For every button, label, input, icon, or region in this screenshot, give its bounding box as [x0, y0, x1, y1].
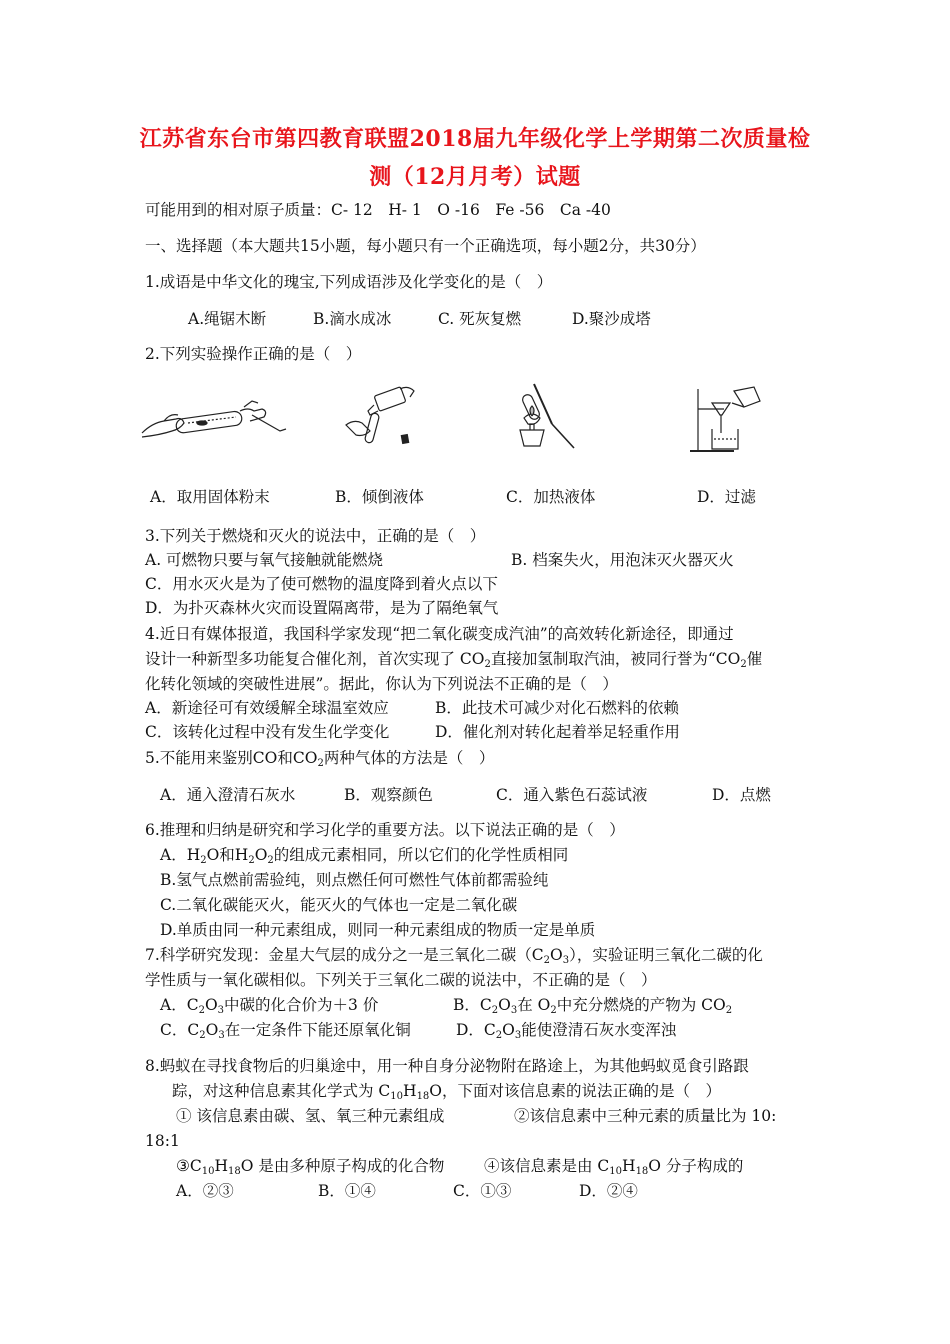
question-8-line1: 8.蚂蚁在寻找食物后的归巢途中，用一种自身分泌物附在路途上，为其他蚂蚁觅食引路跟	[145, 1057, 749, 1075]
q6-option-c: C.二氧化碳能灭火，能灭火的气体也一定是二氧化碳	[160, 896, 518, 914]
q7-text: 中充分燃烧的产物为 CO	[556, 996, 726, 1014]
q4-option-b: B．此技术可减少对化石燃料的依赖	[435, 699, 679, 717]
question-7-line2: 学性质与一氧化碳相似。下列关于三氧化二碳的说法中，不正确的是（ ）	[145, 971, 657, 989]
q5-option-b: B．观察颜色	[344, 786, 433, 804]
q4-text: 催	[746, 650, 763, 668]
q8-text: ④该信息素是由 C	[484, 1157, 610, 1175]
q7-text: A．C	[160, 996, 199, 1014]
subscript: 3	[217, 1005, 225, 1016]
question-5-stem	[145, 748, 494, 768]
subscript: 10	[609, 1166, 623, 1177]
q4-option-d: D．催化剂对转化起着举足轻重作用	[435, 723, 680, 741]
q2-option-c: C．加热液体	[506, 488, 596, 506]
q7-text: O	[205, 1021, 219, 1039]
subscript: 2	[491, 1005, 499, 1016]
subscript: 18	[416, 1091, 430, 1102]
q8-option-c: C．①③	[453, 1182, 512, 1200]
question-4-line1: 4.近日有媒体报道，我国科学家发现“把二氧化碳变成汽油”的高效转化新途径，即通过	[145, 625, 734, 643]
q6-text: O和H	[206, 846, 249, 864]
q4-text: 设计一种新型多功能复合催化剂，首次实现了 CO	[145, 650, 485, 668]
q8-statement-4	[484, 1156, 743, 1176]
q6-option-a	[160, 845, 568, 865]
q7-option-a	[160, 995, 378, 1015]
q7-text: 中碳的化合价为＋3 价	[224, 996, 379, 1014]
filtration-figure	[690, 383, 770, 455]
subscript: 2	[484, 659, 491, 670]
q7-text: 在 O	[517, 996, 551, 1014]
q3-option-b: B. 档案失火，用泡沫灭火器灭火	[511, 551, 734, 569]
q7-text: O	[550, 946, 563, 964]
q7-text: O	[204, 996, 218, 1014]
q7-text: B．C	[453, 996, 492, 1014]
q1-option-d: D.聚沙成塔	[572, 310, 651, 328]
q7-text: 7.科学研究发现：金星大气层的成分之一是三氧化二碳（C	[145, 946, 544, 964]
q8-statement-2: ②该信息素中三种元素的质量比为 10:	[514, 1107, 777, 1125]
q1-option-a: A.绳锯木断	[188, 310, 267, 328]
q6-option-b: B.氢气点燃前需验纯，则点燃任何可燃性气体前都需验纯	[160, 871, 549, 889]
subscript: 3	[514, 1030, 522, 1041]
question-2-stem: 2.下列实验操作正确的是（ ）	[145, 345, 362, 363]
section-heading: 一、选择题（本大题共15小题，每小题只有一个正确选项，每小题2分，共30分）	[145, 237, 706, 255]
q7-text: C．C	[160, 1021, 200, 1039]
q7-option-c	[160, 1020, 411, 1040]
q7-option-d	[456, 1020, 676, 1040]
q3-option-a: A. 可燃物只要与氧气接触就能燃烧	[145, 551, 384, 569]
q6-option-d: D.单质由同一种元素组成，则同一种元素组成的物质一定是单质	[160, 921, 596, 939]
q7-text: 能使澄清石灰水变浑浊	[521, 1021, 677, 1039]
exam-title-line2: 测（12月月考）试题	[369, 164, 581, 190]
atomic-mass-note: 可能用到的相对原子质量：C- 12 H- 1 O -16 Fe -56 Ca -40	[145, 201, 611, 219]
q7-text: 在一定条件下能还原氧化铜	[224, 1021, 411, 1039]
question-6-stem: 6.推理和归纳是研究和学习化学的重要方法。以下说法正确的是（ ）	[145, 821, 625, 839]
subscript: 3	[562, 955, 570, 966]
subscript: 18	[635, 1166, 649, 1177]
q2-option-d: D．过滤	[697, 488, 756, 506]
q6-text: O	[254, 846, 268, 864]
subscript: 18	[228, 1166, 241, 1177]
q8-option-b: B．①④	[318, 1182, 376, 1200]
question-8-line2	[172, 1081, 721, 1101]
subscript: 2	[550, 1005, 557, 1016]
q4-text: 直接加氢制取汽油，被同行誉为“CO	[490, 650, 741, 668]
q1-option-b: B.滴水成冰	[313, 310, 392, 328]
q6-text: 的组成元素相同，所以它们的化学性质相同	[273, 846, 569, 864]
q8-text: H	[214, 1157, 229, 1175]
q6-text: A．H	[160, 846, 201, 864]
q5-option-c: C．通入紫色石蕊试液	[496, 786, 648, 804]
q3-option-c: C．用水灭火是为了使可燃物的温度降到着火点以下	[145, 575, 498, 593]
exam-title-line1: 江苏省东台市第四教育联盟2018届九年级化学上学期第二次质量检	[139, 126, 811, 152]
subscript: 2	[248, 855, 255, 866]
q8-text: H	[403, 1082, 417, 1100]
subscript: 10	[390, 1091, 404, 1102]
subscript: 2	[725, 1005, 733, 1016]
subscript: 2	[543, 955, 551, 966]
question-4-line2	[145, 649, 762, 669]
q8-option-d: D．②④	[579, 1182, 638, 1200]
q8-text: O 分子构成的	[648, 1157, 744, 1175]
question-3-stem: 3.下列关于燃烧和灭火的说法中，正确的是（ ）	[145, 527, 486, 545]
q8-option-a: A．②③	[176, 1182, 234, 1200]
subscript: 10	[201, 1166, 215, 1177]
heating-liquid-figure	[512, 380, 582, 450]
subscript: 3	[510, 1005, 518, 1016]
q8-text: O 是由多种原子构成的化合物	[240, 1157, 445, 1175]
subscript: 2	[199, 1030, 206, 1041]
pouring-liquid-figure	[340, 385, 430, 455]
q3-option-d: D．为扑灭森林火灾而设置隔离带，是为了隔绝氧气	[145, 599, 499, 617]
q7-text: D．C	[456, 1021, 496, 1039]
question-1-stem: 1.成语是中华文化的瑰宝,下列成语涉及化学变化的是（ ）	[145, 273, 553, 291]
subscript: 2	[267, 855, 274, 866]
q2-option-b: B．倾倒液体	[335, 488, 424, 506]
q4-option-c: C．该转化过程中没有发生化学变化	[145, 723, 390, 741]
question-7-line1	[145, 945, 763, 965]
q8-statement-3	[176, 1156, 444, 1176]
q5-option-d: D．点燃	[712, 786, 771, 804]
subscript: 2	[200, 855, 207, 866]
q8-statement-1: ① 该信息素由碳、氢、氧三种元素组成	[176, 1107, 445, 1125]
q7-text: ），实验证明三氧化二碳的化	[569, 946, 763, 964]
q5-text: 5.不能用来鉴别CO和CO	[145, 749, 318, 767]
solid-powder-figure	[140, 393, 288, 453]
q7-text: O	[498, 996, 511, 1014]
q2-option-a: A．取用固体粉末	[150, 488, 270, 506]
subscript: 2	[740, 659, 747, 670]
q5-text: 两种气体的方法是（ ）	[323, 749, 495, 767]
q8-statement-2-cont: 18:1	[145, 1132, 180, 1150]
q1-option-c: C. 死灰复燃	[438, 310, 522, 328]
q8-text: 踪，对这种信息素其化学式为 C	[172, 1082, 391, 1100]
q8-text: H	[622, 1157, 636, 1175]
subscript: 2	[495, 1030, 503, 1041]
q7-option-b	[453, 995, 732, 1015]
q4-option-a: A．新途径可有效缓解全球温室效应	[145, 699, 389, 717]
subscript: 2	[198, 1005, 205, 1016]
subscript: 2	[317, 758, 324, 769]
q7-text: O	[502, 1021, 515, 1039]
q5-option-a: A．通入澄清石灰水	[160, 786, 296, 804]
subscript: 3	[218, 1030, 225, 1041]
question-4-line3: 化转化领域的突破性进展”。据此，你认为下列说法不正确的是（ ）	[145, 675, 618, 693]
q8-text: ③C	[176, 1157, 202, 1175]
q8-text: O，下面对该信息素的说法正确的是（ ）	[429, 1082, 722, 1100]
